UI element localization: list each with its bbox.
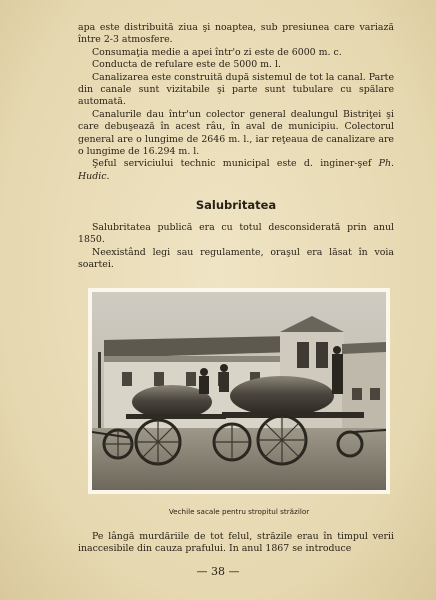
paragraph: Pe lângă murdăriile de tot felul, străzile erau în timpul verii inaccesibile din cauza prafului. In anul 1867 se introduce: [78, 531, 394, 555]
paragraph: apa este distribuită ziua şi noaptea, sub presiunea care variază între 2-3 atmosfere.: [78, 22, 394, 46]
paragraph-chief: [78, 158, 394, 183]
text-block-mid: [78, 222, 394, 272]
photo-illustration: [92, 292, 386, 490]
paragraph: Salubritatea publică era cu totul desconsiderată prin anul 1850.: [78, 222, 394, 246]
section-heading: Salubritatea: [195, 198, 277, 212]
paragraph: Canalizarea este construită după sistemul de tot la canal. Parte din canale sunt vizitabile şi parte sunt tubulare cu spălare automată.: [78, 71, 394, 108]
barrel: [230, 376, 334, 416]
paragraph: Canalurile dau într'un colector general dealungul Bistriţei şi care debuşează în acest râu, în aval de municipiu. Colectorul general are o lungime de 2646 m. l., iar reţeaua de canalizare are o lungime de 16.294 m. l.: [78, 108, 394, 158]
paragraph: Conducta de refulare este de 5000 m. l.: [92, 59, 281, 71]
paragraph: Consumaţia medie a apei într'o zi este de 6000 m. c.: [92, 46, 342, 58]
paragraph: Neexistând legi sau regulamente, oraşul era lăsat în voia soartei.: [78, 246, 394, 271]
page-number: — 38 —: [196, 565, 240, 578]
photo-caption: Vechile sacale pentru stropitul străzilor: [168, 507, 310, 516]
horse-drawn-water-carts-photo: [88, 288, 390, 494]
text-block-bottom: [78, 531, 394, 556]
chief-text: Şeful serviciului technic municipal este d. inginer-şef: [92, 158, 372, 170]
chief-name: Ph. Hudic.: [78, 158, 394, 182]
text-block-top: [78, 22, 394, 183]
